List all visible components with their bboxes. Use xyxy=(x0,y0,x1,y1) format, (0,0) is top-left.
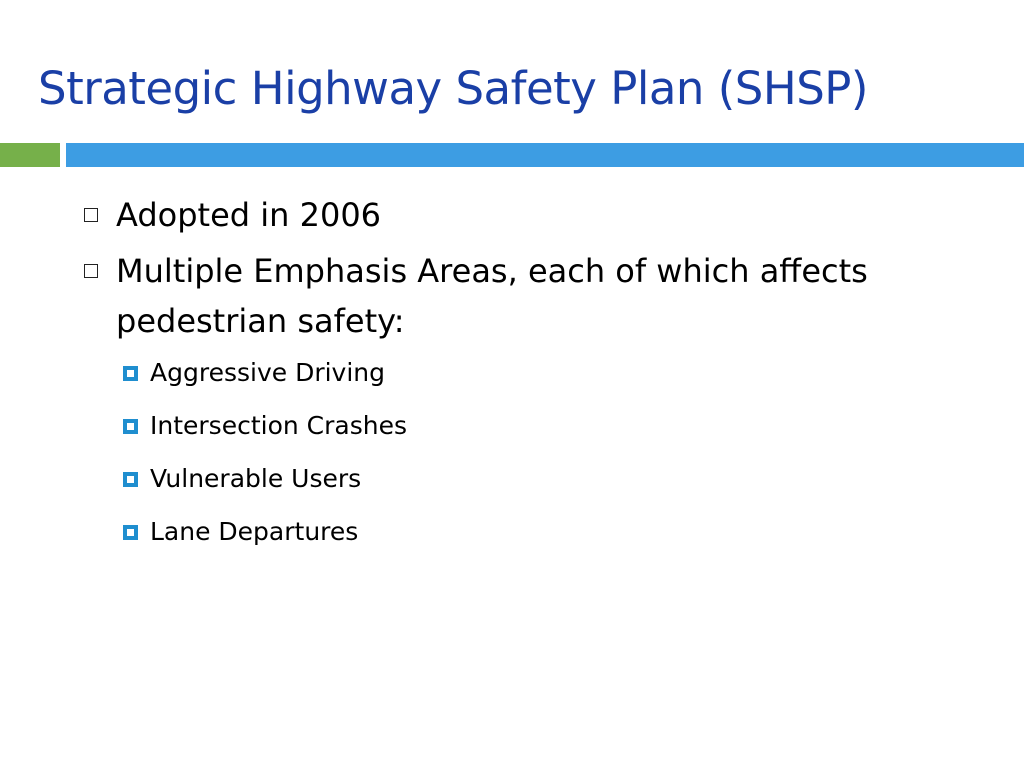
blue-square-bullet-icon xyxy=(123,419,138,434)
hollow-square-bullet-icon xyxy=(84,264,98,278)
sub-bullet-text: Aggressive Driving xyxy=(150,358,385,387)
blue-square-bullet-icon xyxy=(123,366,138,381)
sub-bullet-item xyxy=(82,515,982,549)
sub-bullet-text: Vulnerable Users xyxy=(150,464,362,493)
slide-title: Strategic Highway Safety Plan (SHSP) xyxy=(38,62,868,115)
bullet-text: Multiple Emphasis Areas, each of which affects pedestrian safety: xyxy=(116,252,868,340)
hollow-square-bullet-icon xyxy=(84,208,98,222)
bullet-item xyxy=(82,246,982,346)
sub-bullet-text: Lane Departures xyxy=(150,517,359,546)
bullet-item xyxy=(82,190,982,240)
slide-body xyxy=(82,190,982,568)
sub-bullet-list xyxy=(82,356,982,549)
sub-bullet-item xyxy=(82,462,982,496)
sub-bullet-item xyxy=(82,409,982,443)
blue-square-bullet-icon xyxy=(123,525,138,540)
blue-square-bullet-icon xyxy=(123,472,138,487)
title-divider-green xyxy=(0,143,60,167)
sub-bullet-text: Intersection Crashes xyxy=(150,411,407,440)
sub-bullet-item xyxy=(82,356,982,390)
title-divider-blue xyxy=(66,143,1024,167)
bullet-text: Adopted in 2006 xyxy=(116,196,382,234)
